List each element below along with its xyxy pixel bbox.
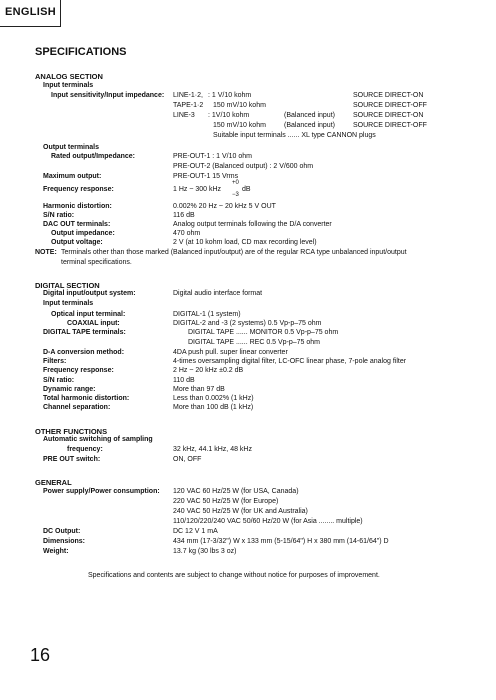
digital-freq-label: Frequency response: — [43, 367, 114, 374]
output-terminals-label: Output terminals — [43, 144, 100, 151]
input-note-3: SOURCE DIRECT-ON — [353, 112, 424, 119]
output-impedance-value: 470 ohm — [173, 230, 201, 237]
max-output-label: Maximum output: — [43, 173, 102, 180]
digital-freq-value: 2 Hz ~ 20 kHz ±0.2 dB — [173, 367, 244, 374]
output-voltage-value: 2 V (at 10 kohm load, CD max recording level) — [173, 239, 317, 246]
other-heading: OTHER FUNCTIONS — [35, 427, 108, 436]
analog-freq-value: 1 Hz ~ 300 kHz — [173, 186, 222, 193]
power-value-1: 120 VAC 60 Hz/25 W (for USA, Canada) — [173, 488, 299, 495]
power-value-4: 110/120/220/240 VAC 50/60 Hz/20 W (for Asia ........ multiple) — [173, 518, 363, 525]
digital-sn-label: S/N ratio: — [43, 377, 75, 384]
input-note-2: SOURCE DIRECT-OFF — [353, 102, 427, 109]
input-val-4: 150 mV/10 kohm — [213, 122, 266, 129]
page-number: 16 — [30, 645, 51, 665]
optical-label: Optical input terminal: — [51, 311, 126, 318]
weight-label: Weight: — [43, 548, 69, 555]
digital-io-label: Digital input/output system: — [43, 290, 136, 297]
analog-freq-unit: dB — [242, 186, 251, 193]
dimensions-value: 434 mm (17-3/32") W x 133 mm (5-15/64") H x 380 mm (14-61/64") D — [173, 538, 389, 545]
input-note-4: SOURCE DIRECT-OFF — [353, 122, 427, 129]
suitable-terminals: Suitable input terminals ...... XL type CANNON plugs — [213, 132, 376, 139]
general-heading: GENERAL — [35, 478, 72, 487]
note-line-2: terminal specifications. — [61, 259, 132, 266]
max-output-value: PRE-OUT-1 15 Vrms — [173, 173, 239, 180]
page-title: SPECIFICATIONS — [35, 46, 127, 58]
input-note-1: SOURCE DIRECT-ON — [353, 92, 424, 99]
filters-label: Filters: — [43, 358, 67, 365]
auto-switching-label-2: frequency: — [67, 446, 103, 453]
analog-sn-value: 116 dB — [173, 212, 195, 219]
analog-freq-label: Frequency response: — [43, 186, 114, 193]
input-val-3: : 1V/10 kohm — [208, 112, 250, 119]
digital-sn-value: 110 dB — [173, 377, 195, 384]
input-mid-3: (Balanced input) — [284, 112, 335, 119]
digital-heading: DIGITAL SECTION — [35, 281, 100, 290]
weight-value: 13.7 kg (30 lbs 3 oz) — [173, 548, 237, 555]
coaxial-label: COAXIAL input: — [67, 320, 120, 327]
channel-separation-label: Channel separation: — [43, 404, 111, 411]
power-value-3: 240 VAC 50 Hz/25 W (for UK and Australia) — [173, 508, 308, 515]
harmonic-value: 0.002% 20 Hz ~ 20 kHz 5 V OUT — [173, 203, 276, 210]
channel-separation-value: More than 100 dB (1 kHz) — [173, 404, 254, 411]
input-val-2: 150 mV/10 kohm — [213, 102, 266, 109]
dynamic-range-value: More than 97 dB — [173, 386, 225, 393]
da-conversion-value: 4DA push pull. super linear converter — [173, 349, 288, 356]
optical-value: DIGITAL-1 (1 system) — [173, 311, 241, 318]
language-tab — [0, 0, 61, 27]
da-conversion-label: D-A conversion method: — [43, 349, 125, 356]
filters-value: 4-times oversampling digital filter, LC-OFC linear phase, 7-pole analog filter — [173, 358, 407, 365]
input-sensitivity-label: Input sensitivity/Input impedance: — [51, 92, 165, 99]
dimensions-label: Dimensions: — [43, 538, 86, 545]
analog-freq-minus: −3 — [232, 192, 239, 198]
auto-switching-value: 32 kHz, 44.1 kHz, 48 kHz — [173, 446, 252, 453]
note-line-1: Terminals other than those marked (Balanced input/output) are of the regular RCA type unbalanced input/output — [61, 249, 407, 256]
language-tab-label: ENGLISH — [5, 6, 56, 18]
analog-freq-plus: +0 — [232, 180, 239, 186]
digital-tape-value-1: DIGITAL TAPE ...... MONITOR 0.5 Vp-p–75 ohm — [188, 329, 339, 336]
pre-out-switch-label: PRE OUT switch: — [43, 456, 101, 463]
dac-out-value: Analog output terminals following the D/A converter — [173, 221, 332, 228]
input-val-1: : 1 V/10 kohm — [208, 92, 252, 99]
rated-output-2: PRE-OUT-2 (Balanced output) : 2 V/600 ohm — [173, 163, 314, 170]
thd-label: Total harmonic distortion: — [43, 395, 130, 402]
thd-value: Less than 0.002% (1 kHz) — [173, 395, 254, 402]
note-label: NOTE: — [35, 249, 57, 256]
analog-heading: ANALOG SECTION — [35, 72, 103, 81]
input-term-1: LINE-1·2, — [173, 92, 203, 99]
pre-out-switch-value: ON, OFF — [173, 456, 202, 463]
rated-output-1: PRE-OUT-1 : 1 V/10 ohm — [173, 153, 252, 160]
power-label: Power supply/Power consumption: — [43, 488, 160, 495]
analog-sn-label: S/N ratio: — [43, 212, 75, 219]
digital-tape-label: DIGITAL TAPE terminals: — [43, 329, 126, 336]
input-term-2: TAPE-1·2 — [173, 102, 204, 109]
output-impedance-label: Output impedance: — [51, 230, 115, 237]
rated-output-label: Rated output/Impedance: — [51, 153, 136, 160]
digital-tape-value-2: DIGITAL TAPE ...... REC 0.5 Vp-p–75 ohm — [188, 339, 321, 346]
dac-out-label: DAC OUT terminals: — [43, 221, 111, 228]
digital-io-value: Digital audio interface format — [173, 290, 263, 297]
dc-output-label: DC Output: — [43, 528, 81, 535]
footer-note: Specifications and contents are subject to change without notice for purposes of improvement. — [88, 572, 380, 579]
analog-input-terminals: Input terminals — [43, 82, 94, 89]
auto-switching-label-1: Automatic switching of sampling — [43, 436, 153, 443]
harmonic-label: Harmonic distortion: — [43, 203, 112, 210]
digital-input-terminals: Input terminals — [43, 300, 94, 307]
dynamic-range-label: Dynamic range: — [43, 386, 96, 393]
coaxial-value: DIGITAL-2 and -3 (2 systems) 0.5 Vp-p–75 ohm — [173, 320, 322, 327]
output-voltage-label: Output voltage: — [51, 239, 103, 246]
power-value-2: 220 VAC 50 Hz/25 W (for Europe) — [173, 498, 279, 505]
input-term-3: LINE-3 — [173, 112, 195, 119]
input-mid-4: (Balanced input) — [284, 122, 335, 129]
dc-output-value: DC 12 V 1 mA — [173, 528, 218, 535]
